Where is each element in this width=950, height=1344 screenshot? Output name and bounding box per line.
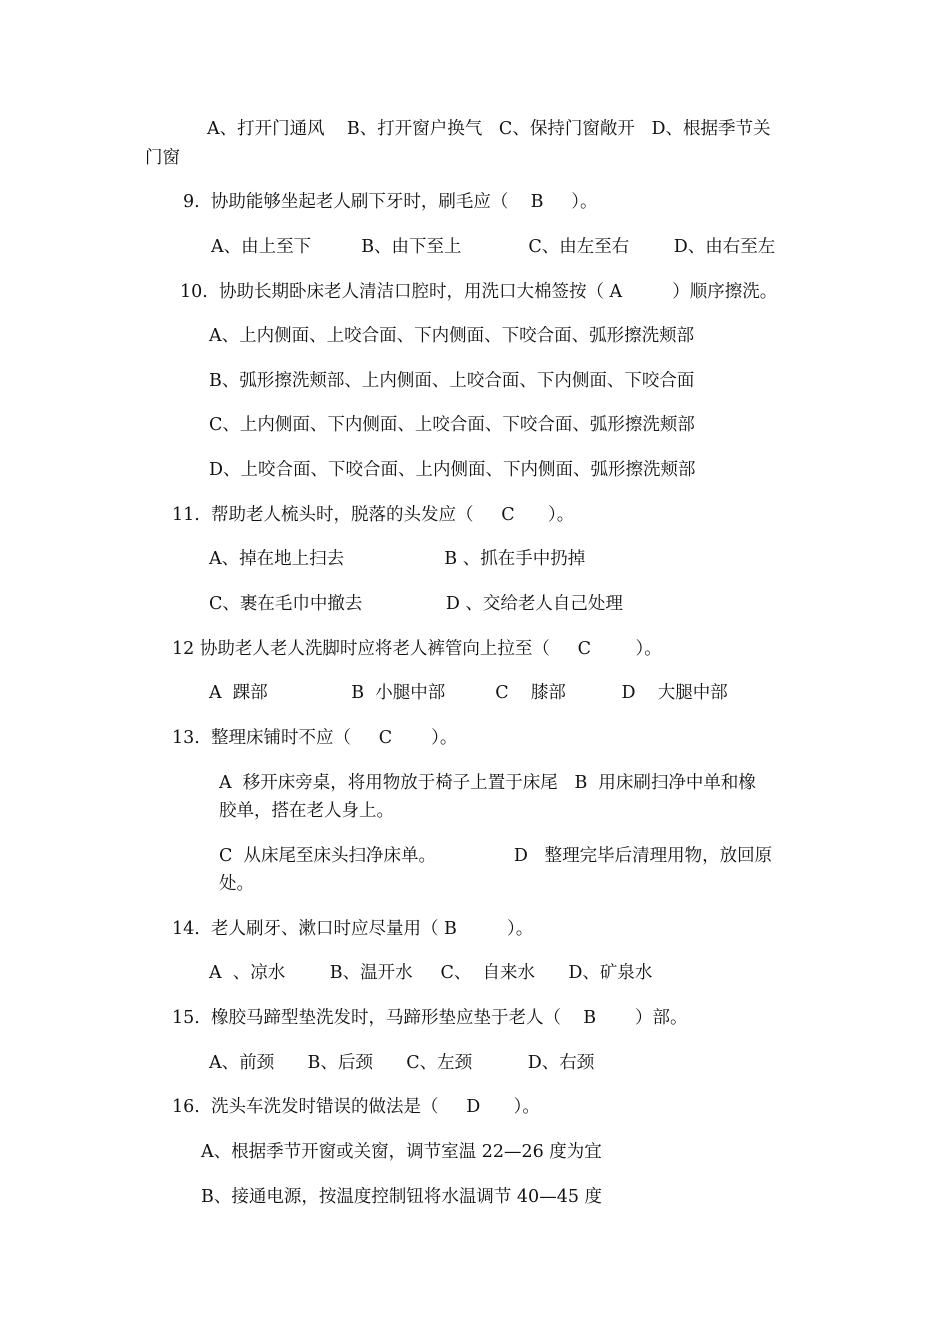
question-13-options-ab: A 移开床旁桌，将用物放于椅子上置于床尾 B 用床刷扫净中单和橡 <box>219 773 756 793</box>
line-2: 门窗 <box>145 148 180 168</box>
question-13-options-cd-cont: 处。 <box>219 874 254 894</box>
question-11-options-cd: C、裹在毛巾中撤去 D 、交给老人自己处理 <box>209 594 623 614</box>
question-11: 11. 帮助老人梳头时，脱落的头发应（ C ）。 <box>172 505 575 525</box>
question-9: 9. 协助能够坐起老人刷下牙时，刷毛应（ B ）。 <box>183 192 598 212</box>
question-15: 15. 橡胶马蹄型垫洗发时，马蹄形垫应垫于老人（ B ）部。 <box>172 1008 688 1028</box>
question-14-options: A 、凉水 B、温开水 C、 自来水 D、矿泉水 <box>209 963 653 983</box>
question-16: 16. 洗头车洗发时错误的做法是（ D ）。 <box>172 1097 540 1117</box>
question-13-options-cd: C 从床尾至床头扫净床单。 D 整理完毕后清理用物，放回原 <box>219 846 773 866</box>
question-13-options-ab-cont: 胶单，搭在老人身上。 <box>219 801 394 821</box>
question-10-option-d: D、上咬合面、下咬合面、上内侧面、下内侧面、弧形擦洗颊部 <box>209 460 696 480</box>
question-10-option-a: A、上内侧面、上咬合面、下内侧面、下咬合面、弧形擦洗颊部 <box>209 326 695 346</box>
question-13: 13. 整理床铺时不应（ C ）。 <box>172 728 458 748</box>
question-10-option-c: C、上内侧面、下内侧面、上咬合面、下咬合面、弧形擦洗颊部 <box>209 415 695 435</box>
question-15-options: A、前颈 B、后颈 C、左颈 D、右颈 <box>209 1053 595 1073</box>
question-10: 10. 协助长期卧床老人清洁口腔时，用洗口大棉签按（ A ）顺序擦洗。 <box>180 282 778 302</box>
question-9-options: A、由上至下 B、由下至上 C、由左至右 D、由右至左 <box>211 237 776 257</box>
question-12-options: A 踝部 B 小腿中部 C 膝部 D 大腿中部 <box>209 683 728 703</box>
line-1: A、打开门通风 B、打开窗户换气 C、保持门窗敞开 D、根据季节关 <box>207 119 771 139</box>
question-12: 12 协助老人老人洗脚时应将老人裤管向上拉至（ C ）。 <box>172 639 662 659</box>
question-16-option-a: A、根据季节开窗或关窗，调节室温 22—26 度为宜 <box>201 1142 602 1162</box>
question-10-option-b: B、弧形擦洗颊部、上内侧面、上咬合面、下内侧面、下咬合面 <box>209 371 695 391</box>
question-11-options-ab: A、掉在地上扫去 B 、抓在手中扔掉 <box>209 549 586 569</box>
question-14: 14. 老人刷牙、漱口时应尽量用（ B ）。 <box>172 919 534 939</box>
question-16-option-b: B、接通电源，按温度控制钮将水温调节 40—45 度 <box>201 1187 603 1207</box>
